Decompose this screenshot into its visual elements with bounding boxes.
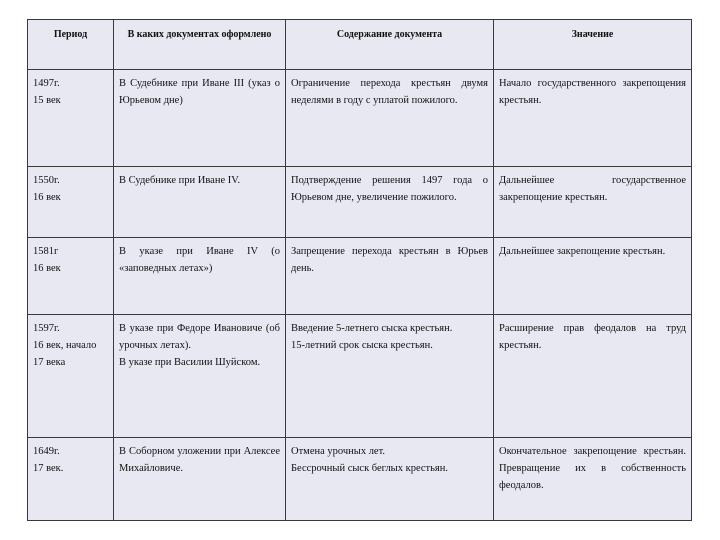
table-row — [28, 315, 692, 438]
meaning-text: Начало государственного закрепощения крестьян. — [499, 78, 686, 106]
period-century: 17 век. — [33, 463, 64, 474]
cell-documents — [114, 167, 286, 238]
table-header-row — [28, 20, 692, 70]
header-documents: В каких документах оформлено — [114, 20, 286, 70]
content-text: Бессрочный сыск беглых крестьян. — [291, 463, 448, 474]
meaning-text: Дальнейшее государственное закрепощение крестьян. — [499, 175, 686, 203]
cell-meaning — [494, 167, 692, 238]
content-text: Запрещение перехода крестьян в Юрьев день. — [291, 246, 488, 274]
serfdom-table-container — [27, 19, 691, 521]
cell-meaning — [494, 238, 692, 315]
documents-text: В указе при Василии Шуйском. — [119, 357, 261, 368]
cell-documents — [114, 438, 286, 521]
period-year: 1550г. — [33, 175, 60, 186]
content-text: 15-летний срок сыска крестьян. — [291, 340, 433, 351]
cell-meaning — [494, 438, 692, 521]
documents-text: В Соборном уложении при Алексее Михайловиче. — [119, 446, 280, 474]
header-meaning: Значение — [494, 20, 692, 70]
period-year: 1597г. — [33, 323, 60, 334]
header-period: Период — [28, 20, 114, 70]
period-year: 1581г — [33, 246, 59, 257]
meaning-text: Дальнейшее закрепощение крестьян. — [499, 246, 666, 257]
cell-content — [286, 70, 494, 167]
meaning-text: Расширение прав феодалов на труд крестьян. — [499, 323, 686, 351]
cell-meaning — [494, 70, 692, 167]
cell-documents — [114, 70, 286, 167]
cell-period — [28, 315, 114, 438]
content-text: Введение 5-летнего сыска крестьян. — [291, 323, 453, 334]
documents-text: В Судебнике при Иване III (указ о Юрьевом дне) — [119, 78, 280, 106]
content-text: Подтверждение решения 1497 года о Юрьевом дне, увеличение пожилого. — [291, 175, 488, 203]
period-century: 16 век — [33, 192, 61, 203]
documents-text: В Судебнике при Иване IV. — [119, 175, 241, 186]
period-year: 1497г. — [33, 78, 60, 89]
table-row — [28, 238, 692, 315]
table-row — [28, 70, 692, 167]
meaning-text: Окончательное закрепощение крестьян. Превращение их в собственность феодалов. — [499, 446, 686, 491]
serfdom-history-table — [27, 19, 692, 521]
header-content: Содержание документа — [286, 20, 494, 70]
cell-content — [286, 167, 494, 238]
cell-period — [28, 438, 114, 521]
period-century: 15 век — [33, 95, 61, 106]
cell-period — [28, 167, 114, 238]
cell-content — [286, 438, 494, 521]
content-text: Ограничение перехода крестьян двумя неделями в году с уплатой пожилого. — [291, 78, 488, 106]
period-century: 16 век, начало 17 века — [33, 340, 97, 368]
table-row — [28, 438, 692, 521]
period-year: 1649г. — [33, 446, 60, 457]
documents-text: В указе при Федоре Ивановиче (об урочных летах). — [119, 323, 280, 351]
table-row — [28, 167, 692, 238]
cell-documents — [114, 238, 286, 315]
cell-content — [286, 238, 494, 315]
content-text: Отмена урочных лет. — [291, 446, 386, 457]
documents-text: В указе при Иване IV (о «заповедных летах») — [119, 246, 280, 274]
cell-documents — [114, 315, 286, 438]
cell-period — [28, 238, 114, 315]
period-century: 16 век — [33, 263, 61, 274]
cell-meaning — [494, 315, 692, 438]
cell-content — [286, 315, 494, 438]
cell-period — [28, 70, 114, 167]
